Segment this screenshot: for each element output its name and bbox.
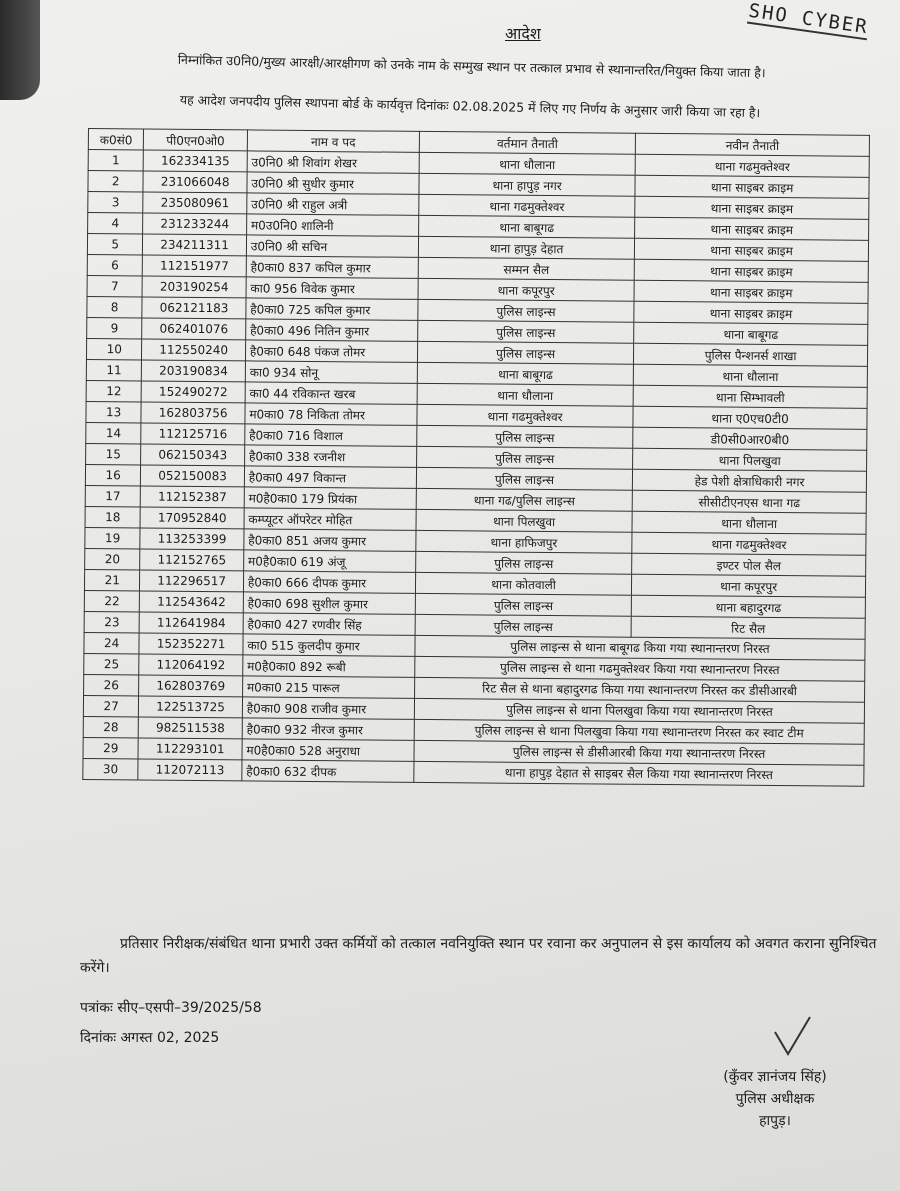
serial-cell: 11 (86, 359, 142, 380)
new-posting-cell: थाना सिम्भावली (633, 385, 867, 408)
column-header: वर्तमान तैनाती (419, 131, 635, 154)
signature-mark (770, 1012, 820, 1062)
pno-cell: 112151977 (143, 255, 247, 277)
name-rank-cell: कम्प्यूटर ऑपरेटर मोहित (244, 508, 416, 531)
serial-cell: 6 (87, 254, 143, 275)
current-posting-cell: पुलिस लाइन्स (417, 425, 633, 448)
name-rank-cell: है0का0 851 अजय कुमार (244, 529, 416, 552)
name-rank-cell: है0का0 666 दीपक कुमार (243, 571, 415, 594)
current-posting-cell: थाना हाफिजपुर (416, 530, 632, 553)
pno-cell: 052150083 (141, 465, 245, 487)
current-posting-cell: थाना हापुड़ नगर (419, 173, 635, 196)
intro-paragraph: निम्नांकित उ0नि0/मुख्य आरक्षी/आरक्षीगण को उनके नाम के सम्मुख स्थान पर तत्काल प्रभाव से स्थानान्तरित/नियुक्त किया जाता है। (177, 51, 766, 81)
pno-cell: 112152765 (140, 549, 244, 571)
name-rank-cell: म0है0का0 892 रूबी (243, 655, 415, 678)
name-rank-cell: म0का0 215 पारूल (242, 676, 414, 699)
current-posting-cell: थाना गढमुक्तेश्वर (417, 404, 633, 427)
serial-cell: 12 (86, 380, 142, 401)
new-posting-cell: थाना बहादुरगढ (631, 595, 865, 618)
pno-cell: 112293101 (138, 738, 242, 760)
new-posting-cell: थाना साइबर क्राइम (635, 175, 869, 198)
pno-cell: 112641984 (139, 612, 243, 634)
pno-cell: 112550240 (142, 339, 246, 361)
pno-cell: 112296517 (140, 570, 244, 592)
name-rank-cell: है0का0 338 रजनीश (244, 445, 416, 468)
serial-cell: 14 (86, 422, 142, 443)
serial-cell: 3 (88, 192, 144, 213)
pno-cell: 112152387 (141, 486, 245, 508)
name-rank-cell: है0का0 497 विकान्त (244, 466, 416, 489)
name-rank-cell: है0का0 496 नितिन कुमार (246, 319, 418, 342)
pno-cell: 112125716 (141, 423, 245, 445)
pno-cell: 170952840 (140, 507, 244, 529)
new-posting-cell: थाना ए0एच0टी0 (633, 406, 867, 429)
pno-cell: 112064192 (139, 654, 243, 676)
new-posting-cell: इण्टर पोल सैल (632, 553, 866, 576)
pno-cell: 162803756 (141, 402, 245, 424)
name-rank-cell: उ0नि0 श्री राहुल अत्री (247, 193, 419, 216)
name-rank-cell: है0का0 837 कपिल कुमार (246, 256, 418, 279)
new-posting-cell: थाना साइबर क्राइम (634, 259, 868, 282)
current-posting-cell: थाना पिलखुवा (416, 509, 632, 532)
new-posting-cell: थाना साइबर क्राइम (635, 217, 869, 240)
name-rank-cell: का0 956 विवेक कुमार (246, 277, 418, 300)
new-posting-cell: थाना साइबर क्राइम (635, 196, 869, 219)
name-rank-cell: है0का0 632 दीपक (242, 760, 414, 783)
serial-cell: 5 (87, 234, 143, 255)
cancellation-note-cell: पुलिस लाइन्स से थाना बाबूगढ किया गया स्थानान्तरण निरस्त (415, 635, 865, 660)
serial-cell: 21 (84, 569, 140, 590)
new-posting-cell: सीसीटीएनएस थाना गढ (632, 490, 866, 513)
serial-cell: 27 (83, 695, 139, 716)
current-posting-cell: थाना धौलाना (419, 152, 635, 175)
serial-cell: 19 (85, 527, 141, 548)
new-posting-cell: थाना बाबूगढ (634, 322, 868, 345)
name-rank-cell: म0है0का0 179 प्रियंका (244, 487, 416, 510)
instruction-paragraph: प्रतिसार निरीक्षक/संबंधित थाना प्रभारी उक्त कर्मियों को तत्काल नवनियुक्ति स्थान पर रवाना कर अनुपालन से इस कार्यालय को अवगत कराना सुनिश्चित करेंगे। (80, 936, 877, 976)
current-posting-cell: थाना गढमुक्तेश्वर (419, 194, 635, 217)
pno-cell: 113253399 (140, 528, 244, 550)
name-rank-cell: का0 44 रविकान्त खरब (245, 382, 417, 405)
name-rank-cell: है0का0 648 पंकज तोमर (245, 340, 417, 363)
current-posting-cell: पुलिस लाइन्स (416, 467, 632, 490)
pno-cell: 162334135 (144, 150, 248, 172)
letter-date: दिनांकः अगस्त 02, 2025 (80, 1030, 220, 1046)
new-posting-cell: डी0सी0आर0बी0 (633, 427, 867, 450)
pno-cell: 231066048 (143, 171, 247, 193)
pno-cell: 234211311 (143, 234, 247, 256)
name-rank-cell: है0का0 427 रणवीर सिंह (243, 613, 415, 636)
name-rank-cell: है0का0 932 नीरज कुमार (242, 718, 414, 741)
name-rank-cell: है0का0 716 विशाल (245, 424, 417, 447)
serial-cell: 9 (87, 317, 143, 338)
pno-cell: 062150343 (141, 444, 245, 466)
serial-cell: 26 (84, 674, 140, 695)
cancellation-note-cell: पुलिस लाइन्स से थाना पिलखुवा किया गया स्थानान्तरण निरस्त (414, 698, 864, 723)
serial-cell: 30 (83, 758, 139, 779)
new-posting-cell: थाना साइबर क्राइम (635, 238, 869, 261)
cancellation-note-cell: पुलिस लाइन्स से थाना पिलखुवा किया गया स्थानान्तरण निरस्त कर स्वाट टीम (414, 719, 864, 744)
serial-cell: 18 (85, 506, 141, 527)
new-posting-cell: थाना साइबर क्राइम (634, 301, 868, 324)
name-rank-cell: म0उ0नि0 शालिनी (246, 214, 418, 237)
column-header: पी0एन0ओ0 (144, 129, 248, 151)
cancellation-note-cell: थाना हापुड़ देहात से साइबर सैल किया गया स्थानान्तरण निरस्त (414, 761, 864, 786)
board-paragraph: यह आदेश जनपदीय पुलिस स्थापना बोर्ड के कार्यवृत्त दिनांकः 02.08.2025 में लिए गए निर्णय के अनुसार जारी किया जा रहा है। (179, 92, 761, 121)
current-posting-cell: पुलिस लाइन्स (417, 341, 633, 364)
pno-cell: 982511538 (139, 717, 243, 739)
name-rank-cell: म0है0का0 619 अंजू (244, 550, 416, 573)
order-title: आदेश (505, 24, 541, 43)
name-rank-cell: उ0नि0 श्री सुधीर कुमार (247, 172, 419, 195)
clipboard-clip (0, 0, 40, 100)
signatory-place: हापुड़। (759, 1113, 791, 1129)
name-rank-cell: है0का0 725 कपिल कुमार (246, 298, 418, 321)
column-header: नाम व पद (247, 130, 419, 153)
handwritten-note: SHO CYBER (747, 0, 871, 39)
current-posting-cell: पुलिस लाइन्स (416, 446, 632, 469)
pno-cell: 162803769 (139, 675, 243, 697)
new-posting-cell: थाना साइबर क्राइम (634, 280, 868, 303)
cancellation-note-cell: रिट सैल से थाना बहादुरगढ किया गया स्थानान्तरण निरस्त कर डीसीआरबी (414, 677, 864, 702)
serial-cell: 20 (85, 548, 141, 569)
new-posting-cell: थाना गढमुक्तेश्वर (632, 532, 866, 555)
name-rank-cell: म0का0 78 निकिता तोमर (245, 403, 417, 426)
new-posting-cell: हेड पेशी क्षेत्राधिकारी नगर (633, 469, 867, 492)
current-posting-cell: थाना बाबूगढ (417, 362, 633, 385)
current-posting-cell: थाना धौलाना (417, 383, 633, 406)
name-rank-cell: का0 515 कुलदीप कुमार (243, 634, 415, 657)
pno-cell: 122513725 (139, 696, 243, 718)
pno-cell: 112543642 (140, 591, 244, 613)
current-posting-cell: पुलिस लाइन्स (418, 299, 634, 322)
pno-cell: 203190254 (142, 276, 246, 298)
serial-cell: 16 (85, 464, 141, 485)
new-posting-cell: थाना धौलाना (633, 364, 867, 387)
pno-cell: 062121183 (142, 297, 246, 319)
serial-cell: 25 (84, 653, 140, 674)
new-posting-cell: थाना कपूरपुर (632, 574, 866, 597)
current-posting-cell: थाना कपूरपुर (418, 278, 634, 301)
cancellation-note-cell: पुलिस लाइन्स से डीसीआरबी किया गया स्थानान्तरण निरस्त (414, 740, 864, 765)
transfer-table (82, 128, 870, 787)
current-posting-cell: सम्मन सैल (418, 257, 634, 280)
signature-block (690, 1066, 860, 1132)
signatory-designation: पुलिस अधीक्षक (735, 1091, 815, 1107)
current-posting-cell: पुलिस लाइन्स (415, 614, 631, 637)
new-posting-cell: थाना पिलखुवा (633, 448, 867, 471)
pno-cell: 203190834 (142, 360, 246, 382)
serial-cell: 13 (86, 401, 142, 422)
new-posting-cell: थाना धौलाना (632, 511, 866, 534)
new-posting-cell: पुलिस पैन्शनर्स शाखा (634, 343, 868, 366)
new-posting-cell: थाना गढमुक्तेश्वर (635, 154, 869, 177)
name-rank-cell: उ0नि0 श्री शिवांग शेखर (247, 151, 419, 174)
pno-cell: 231233244 (143, 213, 247, 235)
current-posting-cell: थाना बाबूगढ (419, 215, 635, 238)
pno-cell: 112072113 (138, 759, 242, 781)
current-posting-cell: पुलिस लाइन्स (415, 593, 631, 616)
serial-cell: 10 (86, 338, 142, 359)
current-posting-cell: पुलिस लाइन्स (418, 320, 634, 343)
name-rank-cell: का0 934 सोनू (245, 361, 417, 384)
name-rank-cell: उ0नि0 श्री सचिन (246, 235, 418, 258)
serial-cell: 7 (87, 275, 143, 296)
serial-cell: 23 (84, 611, 140, 632)
signatory-name: (कुँवर ज्ञानंजय सिंह) (723, 1069, 827, 1085)
serial-cell: 24 (84, 632, 140, 653)
serial-cell: 2 (88, 171, 144, 192)
serial-cell: 15 (86, 443, 142, 464)
serial-cell: 8 (87, 296, 143, 317)
current-posting-cell: पुलिस लाइन्स (416, 551, 632, 574)
pno-cell: 152490272 (142, 381, 246, 403)
serial-cell: 28 (83, 716, 139, 737)
name-rank-cell: म0है0का0 528 अनुराधा (242, 739, 414, 762)
name-rank-cell: है0का0 908 राजीव कुमार (242, 697, 414, 720)
pno-cell: 062401076 (142, 318, 246, 340)
pno-cell: 152352271 (139, 633, 243, 655)
serial-cell: 22 (84, 590, 140, 611)
column-header: नवीन तैनाती (636, 133, 870, 156)
letter-number: पत्रांकः सीए–एसपी–39/2025/58 (80, 1000, 262, 1016)
current-posting-cell: थाना कोतवाली (415, 572, 631, 595)
current-posting-cell: थाना गढ/पुलिस लाइन्स (416, 488, 632, 511)
serial-cell: 29 (83, 737, 139, 758)
new-posting-cell: रिट सैल (631, 616, 865, 639)
serial-cell: 17 (85, 485, 141, 506)
cancellation-note-cell: पुलिस लाइन्स से थाना गढमुक्तेश्वर किया गया स्थानान्तरण निरस्त (415, 656, 865, 681)
serial-cell: 1 (88, 150, 144, 171)
column-header: क0सं0 (88, 129, 144, 150)
name-rank-cell: है0का0 698 सुशील कुमार (243, 592, 415, 615)
current-posting-cell: थाना हापुड़ देहात (418, 236, 634, 259)
pno-cell: 235080961 (143, 192, 247, 214)
serial-cell: 4 (88, 213, 144, 234)
